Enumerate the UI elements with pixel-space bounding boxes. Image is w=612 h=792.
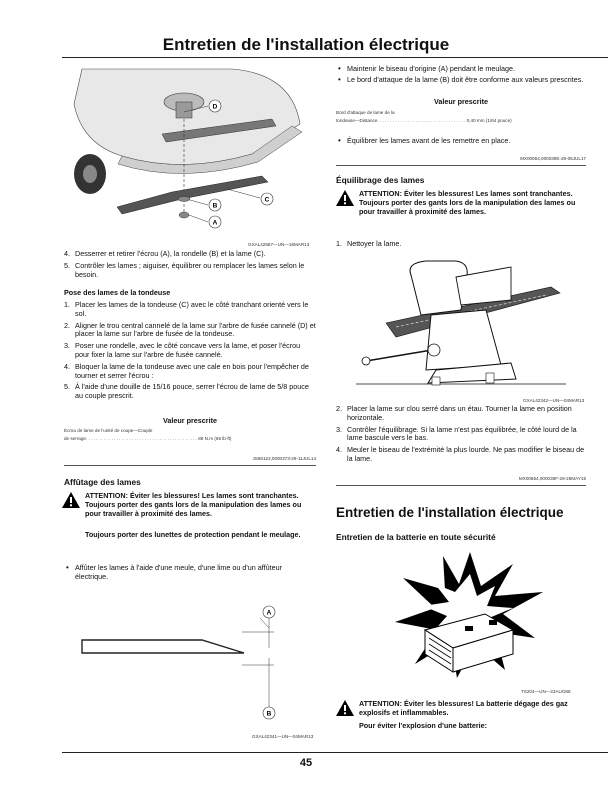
spec-heading: Valeur prescrite <box>163 416 217 425</box>
balance-heading: Équilibrage des lames <box>336 175 425 185</box>
list-item: 4. Desserrer et retirer l'écrou (A), la rondelle (B) et la lame (C). <box>64 249 266 258</box>
list-item: 1. Nettoyer la lame. <box>336 239 402 248</box>
warning-text: ATTENTION: Éviter les blessures! La batterie dégage des gaz explosifs et inflammables. <box>359 699 568 717</box>
figure-caption: GXAL42587—UN—19MAR13 <box>248 242 310 247</box>
title-rule <box>62 57 608 58</box>
spec-line: Écrou de lame de l'unité de coupe—Couple <box>64 428 153 433</box>
callout-b: B <box>266 710 272 718</box>
list-item: 2. Placer la lame sur clou serré dans un étau. Tourner la lame en position horizontale. <box>336 404 572 422</box>
balance-steps <box>336 240 586 249</box>
spec-value: tondeuse—Distance. . . . . . . . . . . . . . . . . . . . . . . . . . . . . . . . . . . 0,40 mm (1/64 pouce) <box>336 118 512 123</box>
list-item: 3. Poser une rondelle, avec le côté concave vers la lame, et poser l'écrou pour fixer la lame sur l'arbre de fusée cannelé. <box>64 341 301 359</box>
section-heading: Entretien de l'installation électrique <box>336 505 564 520</box>
spec-value: de serrage. . . . . . . . . . . . . . . . . . . . . . . . . . . . . . . . . . . . . . . . . . . . 88 N.m (65 lb-ft) <box>64 436 232 441</box>
callout-a: A <box>212 219 218 227</box>
vise-figure <box>336 255 586 395</box>
warning-icon <box>336 700 354 716</box>
warning-text: ATTENTION: Éviter les blessures! Les lames sont tranchantes. Toujours porter des gants lors de la manipulation des lames ou pour travailler à proximité des lames. <box>359 189 576 216</box>
list-item: 3. Contrôler l'équilibrage. Si la lame n'est pas équilibrée, le côté lourd de la lame bascule vers le bas. <box>336 424 577 443</box>
spec-heading: Valeur prescrite <box>434 97 488 106</box>
list-item: 2. Aligner le trou central cannelé de la lame sur l'arbre de fusée cannelé (D) et placer la lame sur l'arbre de fusée de la tondeuse. <box>64 320 316 339</box>
figure-caption: GXAL42342—UN—04MAR13 <box>523 398 585 403</box>
battery-heading: Entretien de la batterie en toute sécurité <box>336 532 496 542</box>
sharpen-heading: Affûtage des lames <box>64 477 141 487</box>
figure-caption: TS204—UN—23AUG88 <box>521 689 571 694</box>
mower-blade-figure <box>62 64 320 246</box>
divider <box>336 165 586 166</box>
balance-steps-continued <box>336 405 586 464</box>
warning-icon <box>336 190 354 206</box>
callout-c: C <box>264 196 270 204</box>
list-item: 4. Meuler le biseau de l'extrémité la plus lourde. Ne pas modifier le biseau de la lame. <box>336 445 585 463</box>
blade-bevel-figure <box>62 600 320 730</box>
list-item: • Maintenir le biseau d'origine (A) pendant le meulage. <box>338 64 515 73</box>
battery-explosion-figure <box>395 552 545 680</box>
list-item: • Le bord d'attaque de la lame (B) doit être conforme aux valeurs prescrites. <box>338 74 584 84</box>
removal-steps <box>64 250 316 279</box>
warning-extra: Toujours porter des lunettes de protection pendant le meulage. <box>85 530 301 539</box>
balance-bullet <box>336 137 586 146</box>
bevel-bullets <box>336 65 586 85</box>
page-title: Entretien de l'installation électrique <box>162 35 450 54</box>
footer-rule <box>62 752 608 753</box>
install-steps <box>64 301 316 401</box>
warning-extra: Pour éviter l'explosion d'une batterie: <box>359 721 488 730</box>
list-item: • Affûter les lames à l'aide d'une meule, d'une lime ou d'un affûteur électrique. <box>66 563 283 581</box>
warning-text: ATTENTION: Éviter les blessures! Les lames sont tranchantes. Toujours porter des gants lors de la manipulation des lames ou pour travailler à proximité des lames. <box>85 491 302 518</box>
list-item: 5. Contrôler les lames ; aiguiser, équilibrer ou remplacer les lames selon le besoin. <box>64 260 305 279</box>
reference-code: JS86122,0000373-28-11JUL14 <box>252 456 316 461</box>
list-item: 5. À l'aide d'une douille de 15/16 pouce, serrer l'écrou de lame de 5/8 pouce au couple prescrit. <box>64 382 309 401</box>
list-item: 4. Bloquer la lame de la tondeuse avec une cale en bois pour l'empêcher de tourner et serrer l'écrou : <box>64 361 309 380</box>
callout-a: A <box>266 609 272 617</box>
page-number: 45 <box>299 757 313 769</box>
sharpen-bullets <box>64 564 316 582</box>
reference-code: MX00654,000039E-28-05JUL17 <box>520 156 586 161</box>
spec-line: Bord d'attaque de lame de la <box>336 110 395 115</box>
install-heading: Pose des lames de la tondeuse <box>64 288 171 297</box>
figure-caption: GXAL42341—UN—04MAR13 <box>252 734 314 739</box>
divider <box>336 485 586 486</box>
callout-b: B <box>212 202 218 210</box>
list-item: 1. Placer les lames de la tondeuse (C) avec le côté tranchant orienté vers le sol. <box>64 300 309 318</box>
list-item: • Équilibrer les lames avant de les remettre en place. <box>338 136 511 145</box>
callout-d: D <box>212 103 218 111</box>
reference-code: MX00654,000039F-28-26MAY15 <box>518 476 586 481</box>
warning-icon <box>62 492 80 508</box>
divider <box>64 465 316 466</box>
